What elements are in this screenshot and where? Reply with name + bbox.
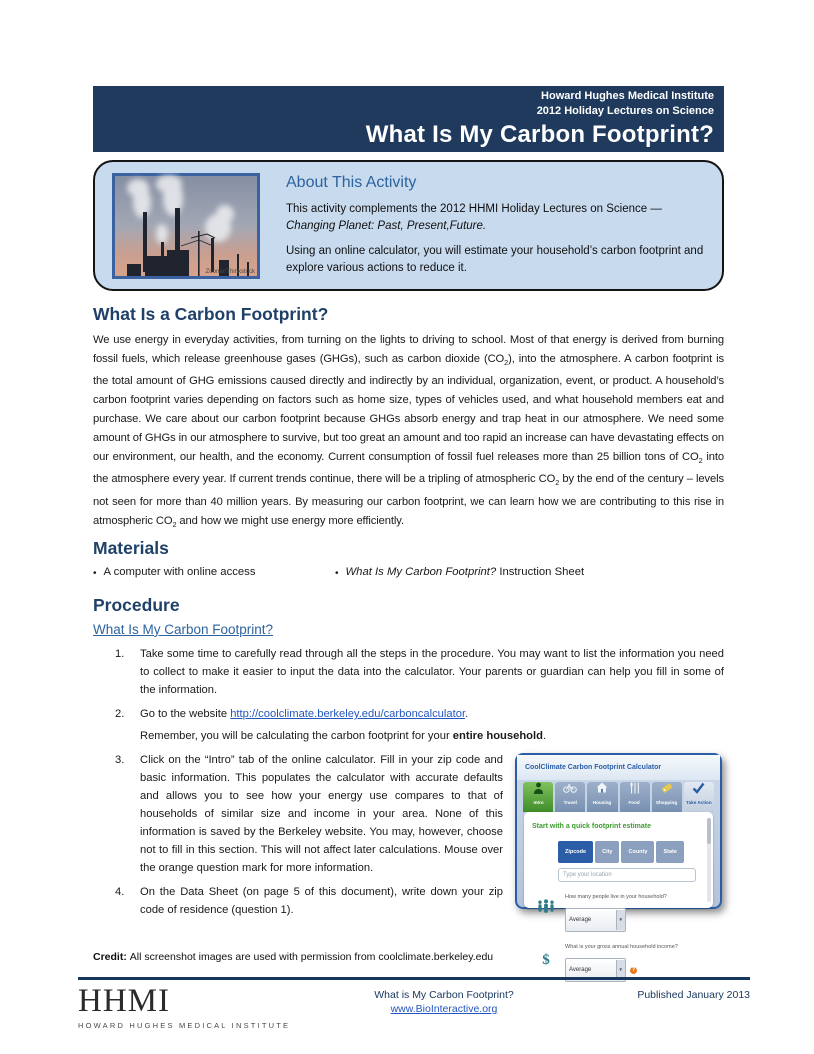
coolclimate-calculator-screenshot	[515, 753, 722, 973]
hhmi-logo-subtext: HOWARD HUGHES MEDICAL INSTITUTE	[78, 1021, 291, 1030]
section-heading-procedure: Procedure	[93, 594, 180, 615]
section-heading-materials: Materials	[93, 537, 169, 558]
checkmark-icon	[692, 782, 705, 794]
family-icon	[536, 899, 556, 921]
page-title: What Is My Carbon Footprint?	[365, 121, 714, 148]
about-heading: About This Activity	[286, 174, 417, 191]
hhmi-logo	[78, 985, 298, 1030]
procedure-subheading: What Is My Carbon Footprint?	[93, 621, 274, 637]
question-mark-icon: ?	[631, 966, 636, 973]
household-size-question: How many people live in your household?	[565, 893, 667, 900]
calc-tab-take-action: Take Action	[684, 782, 714, 812]
income-question: What is your gross annual household income?	[565, 943, 678, 950]
scrollbar	[707, 818, 711, 902]
credit-line: Credit: All screenshot images are used with permission from coolclimate.berkeley.edu	[93, 951, 494, 963]
location-tab-city: City	[595, 841, 619, 863]
step-3-text: Click on the “Intro” tab of the online calculator. Fill in your zip code and basic information. This populates the calculator with accurate defaults and allows you to see how your energy use compares to that of households of similar size and income in your area. None of this information is saved by the Berkeley website. You may, however, choose not to fill in this section. This will not affect later calculations. Mouse over the orange question mark for more information.	[140, 753, 503, 874]
about-activity-box	[93, 160, 724, 291]
calc-tab-food: Food	[620, 782, 650, 812]
calculator-screenshot-figure	[515, 753, 724, 973]
about-text	[260, 162, 722, 289]
section-heading-what-is: What Is a Carbon Footprint?	[93, 304, 329, 324]
about-paragraph-1: This activity complements the 2012 HHMI Holiday Lectures on Science — Changing Planet: Past, Present,Future.	[286, 203, 662, 232]
location-tab-state: State	[656, 841, 683, 863]
smokestacks-photo	[112, 173, 260, 279]
materials-list	[93, 566, 724, 581]
location-tab-row	[558, 841, 705, 863]
footer-center	[298, 985, 590, 1015]
calc-tab-shopping: Shopping	[652, 782, 682, 812]
household-size-row	[536, 888, 705, 932]
smokestacks-illustration	[115, 176, 257, 276]
materials-item-2-text: What Is My Carbon Footprint? Instruction Sheet	[345, 565, 585, 578]
income-select: Average ▼	[565, 958, 626, 982]
location-tab-zipcode: Zipcode	[558, 841, 593, 863]
quick-estimate-heading: Start with a quick footprint estimate	[532, 822, 652, 830]
step-2-text: Go to the website http://coolclimate.berkeley.edu/carboncalculator.	[140, 707, 469, 720]
footer-doc-title: What is My Carbon Footprint?	[374, 989, 514, 1001]
calc-tab-travel: Travel	[555, 782, 585, 812]
materials-item-1	[93, 566, 335, 581]
dropdown-arrow-icon: ▼	[616, 910, 625, 930]
step-4-text: On the Data Sheet (on page 5 of this document), write down your zip code of residence (question 1).	[140, 885, 503, 916]
header-series: 2012 Holiday Lectures on Science	[536, 105, 714, 117]
house-icon	[596, 782, 608, 794]
procedure-step-1	[93, 645, 724, 699]
footer-published-date: Published January 2013	[637, 989, 750, 1001]
bullet-icon: •	[93, 567, 97, 579]
income-row	[536, 938, 705, 982]
procedure-step-2	[93, 705, 724, 745]
bullet-icon: •	[335, 567, 339, 579]
utensils-icon	[630, 782, 640, 794]
household-size-select: Average ▼	[565, 908, 626, 932]
step-number: 3.	[115, 753, 125, 766]
location-input: Type your location	[558, 868, 696, 882]
bicycle-icon	[563, 782, 577, 794]
calc-tab-housing: Housing	[587, 782, 617, 812]
intro-paragraph: We use energy in everyday activities, from turning on the lights to driving to school. Most of that energy is derived from burning fossil fuels, which release greenhouse gases (GHGs), such as carbon dioxide $(CO_2)$, into the atmosphere. A carbon footprint is the total amount of GHG emissions caused directly and indirectly by an individual, organization, event, or product. A household’s carbon footprint varies depending on factors such as home size, types of vehicles used, and what household members eat and purchase. We care about our carbon footprint because GHGs absorb energy and trap heat in our atmosphere. We need some amount of GHGs in our atmosphere to survive, but too great an amount and too rapid an increase can have devastating effects on our environment, our health, and the economy. Current consumption of fossil fuel releases more than 25 billion tons of $CO_2$ into the atmosphere every year. If current trends continue, there will be a tripling of atmospheric $CO_2$ by the end of the century – levels not seen for more than 40 million years. By measuring our carbon footprint, we can learn how we are contributing to this rise in atmospheric $CO_2$ and how we might use energy more efficiently.	[93, 334, 725, 529]
header-org: Howard Hughes Medical Institute	[541, 90, 714, 102]
step-2-note: Remember, you will be calculating the carbon footprint for your entire household.	[140, 729, 547, 742]
about-paragraph-2: Using an online calculator, you will estimate your household’s carbon footprint and explore various actions to reduce it.	[286, 245, 704, 274]
footer-divider	[78, 977, 750, 980]
dollar-icon: $	[542, 951, 550, 968]
location-tab-county: County	[621, 841, 654, 863]
header-banner	[93, 86, 724, 152]
materials-item-1-text: A computer with online access	[103, 565, 256, 578]
calculator-panel	[524, 812, 713, 973]
dropdown-arrow-icon: ▼	[616, 960, 625, 980]
price-tag-icon	[660, 782, 674, 794]
footer	[78, 985, 750, 1030]
person-icon	[533, 782, 544, 794]
calculator-title: CoolClimate Carbon Footprint Calculator	[517, 755, 720, 780]
calc-tab-intro: Intro	[523, 782, 553, 812]
calculator-tab-bar	[517, 780, 720, 812]
coolclimate-link[interactable]: http://coolclimate.berkeley.edu/carboncalculator	[230, 707, 466, 720]
biointeractive-link[interactable]: www.BioInteractive.org	[390, 1003, 498, 1015]
step-1-text: Take some time to carefully read through all the steps in the procedure. You may want to list the information you need to collect to make it easier to input the data into the calculator. Your parents or guardian can help you fill in some of the information.	[140, 647, 724, 696]
step-number: 1.	[115, 647, 125, 660]
step-number: 2.	[115, 707, 125, 720]
step-number: 4.	[115, 885, 125, 898]
materials-item-2	[335, 566, 584, 581]
photo-credit: Zoonar/Thinkstock	[205, 269, 255, 275]
hhmi-logotype: HHMI	[78, 983, 170, 1019]
